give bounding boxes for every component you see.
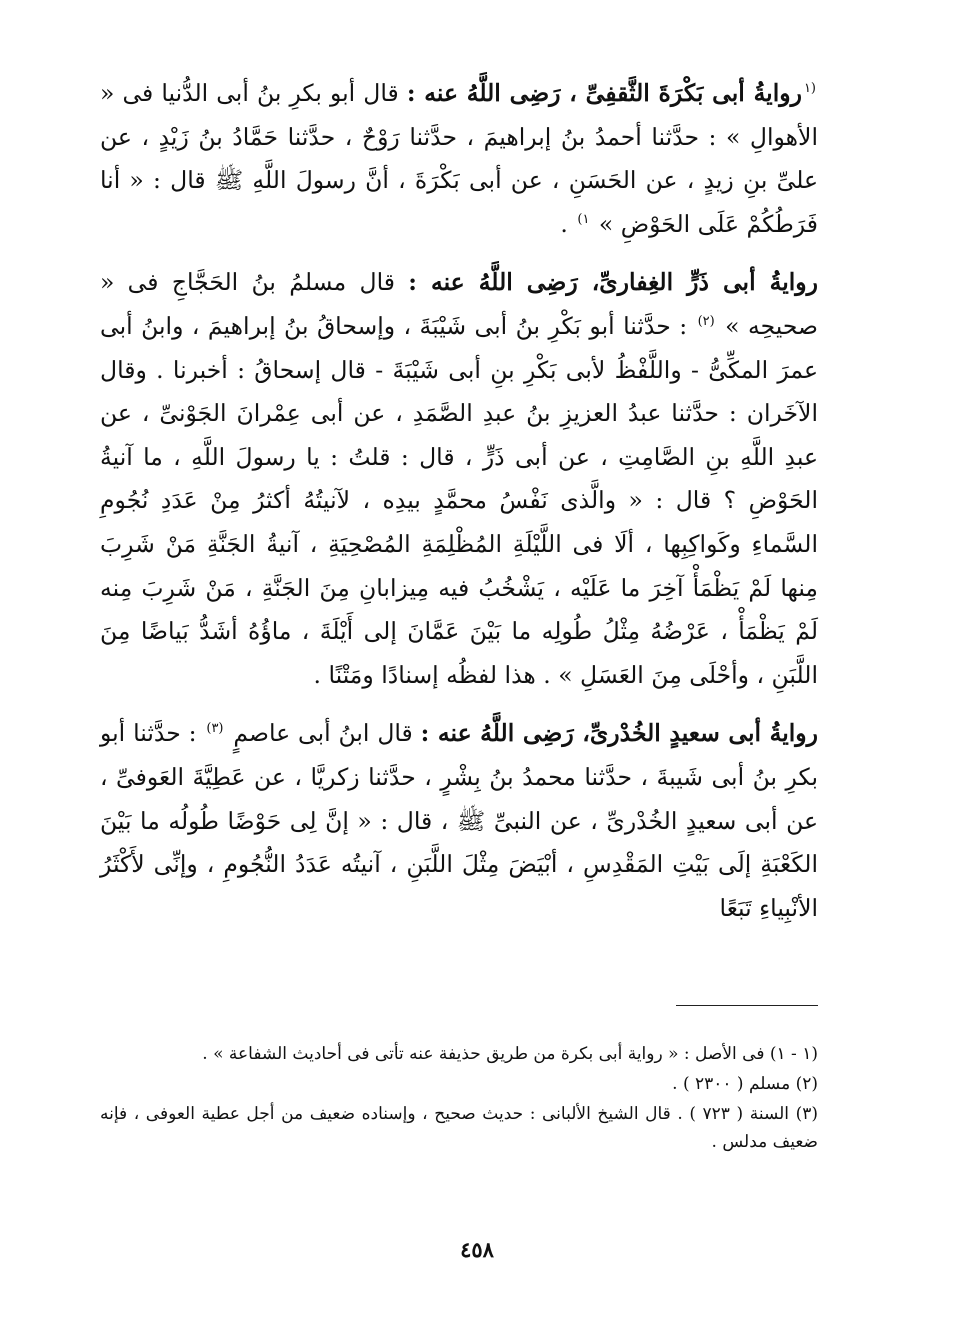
section-heading: روايةُ أبى سعيدٍ الخُدْرىِّ، رَضِى اللَّهُ عنه : xyxy=(420,719,818,748)
footnote-marker: (١ xyxy=(803,81,816,97)
section-heading: روايةُ أبى بَكْرَةَ الثَّقفِىِّ ، رَضِى اللَّهُ عنه : xyxy=(406,79,802,107)
footnote: (٢) مسلم ( ٢٣٠٠ ) . xyxy=(672,1074,818,1094)
main-text xyxy=(100,72,818,945)
paragraph-abu-dharr xyxy=(100,261,818,697)
paragraph-text: : حدَّثنا أبو بَكْرِ بنُ أبى شَيْبَةَ ، وإسحاقُ بنُ إبراهيمَ ، وابنُ أبى عمرَ المكِّىُّ - واللَّفْظُ لأبى بَكْرِ بنِ أبى شَيْبَةَ - قال إسحاقُ : أخبرنا . وقال الآخَران : حدَّثنا عبدُ العزيزِ بنُ عبدِ الصَّمَدِ ، عن أبى عِمْرانَ الجَوْنىِّ ، عن عبدِ اللَّهِ بنِ الصَّامِتِ ، عن أبى ذَرٍّ ، قال : قلتُ : يا رسولَ اللَّهِ ، ما آنيةُ الحَوْضِ ؟ قال : « والَّذى نَفْسُ محمَّدٍ بيدِه ، لآنيتُهُ أكثرُ مِنْ عَدَدِ نُجُومِ السَّماءِ وكَواكِبِها ، ألَا فى اللَّيْلَةِ المُظْلِمَةِ المُصْحِيَةِ ، آنيةُ الجَنَّةِ مَنْ شَرِبَ مِنها لَمْ يَظْمَأْ آخِرَ ما عَلَيْه ، يَشْخُبُ فيه مِيزابانِ مِنَ الجَنَّةِ ، مَنْ شَرِبَ مِنه لَمْ يَظْمَأْ ، عَرْضُهُ مِثْلُ طُولِه ما بَيْنَ عَمَّانَ إلى أَيْلَةَ ، ماؤُهُ أشَدُّ بَياضًا مِنَ اللَّبَنِ ، وأحْلَى مِنَ العَسَلِ » . هذا لفظُه إسنادًا ومَتْنًا . xyxy=(100,311,818,689)
paragraph-text: قال ابنُ أبى عاصمٍ xyxy=(225,719,421,748)
paragraph-text: . xyxy=(560,209,576,238)
footnote: (١ - ١) فى الأصل : « رواية أبى بكرة من طريق حذيفة عنه تأتى فى أحاديث الشفاعة » . xyxy=(202,1044,818,1064)
footnote-marker: (٣) xyxy=(206,721,224,737)
footnotes xyxy=(100,1040,818,1158)
paragraph-text: قال أبو بكرِ بنُ أبى الدُّنيا فى « الأهوالِ » : حدَّثنا أحمدُ بنُ إبراهيمَ ، حدَّثنا رَوْحٌ ، حدَّثنا حَمَّادُ بنُ زَيْدٍ ، عن علىِّ بنِ زيدٍ ، عن الحَسَنِ ، عن أبى بَكْرَةَ ، أنَّ رسولَ اللَّهِ ﷺ قال : « أنا فَرَطُكُمْ عَلَى الحَوْضِ » xyxy=(100,79,818,238)
paragraph-abu-said xyxy=(100,712,818,930)
paragraph-text: : حدَّثنا أبو بكرِ بنُ أبى شَيبةَ ، حدَّثنا محمدُ بنُ بِشْرٍ ، حدَّثنا زكريَّا ، عن عَطِيَّةَ العَوفىِّ ، عن أبى سعيدٍ الخُدْرىِّ ، عن النبىِّ ﷺ ، قال : « إنَّ لِى حَوْضًا طُولُه ما بَيْنَ الكَعْبَةِ إلَى بَيْتِ المَقْدِسِ ، أبْيَضَ مِثْلَ اللَّبَنِ ، آنيتُه عَدَدُ النُّجُومِ ، وإنِّى لأَكْثَرُ الأنْبِياءِ تَبَعًا xyxy=(100,719,818,922)
footnote-marker: (٢) xyxy=(697,314,715,330)
paragraph-text: قال مسلمُ بنُ الحَجَّاجِ فى « صحيحِه » xyxy=(100,268,818,340)
page-number: ٤٥٨ xyxy=(460,1237,494,1262)
footnote: (٣) السنة ( ٧٢٣ ) . قال الشيخ الألبانى : حديث صحيح ، وإسناده ضعيف من أجل عطية العوفى ، فإنه ضعيف مدلس . xyxy=(100,1104,818,1152)
footnote-separator xyxy=(676,1005,818,1006)
section-heading: روايةُ أبى ذَرٍّ الغِفارىِّ، رَضِى اللَّهُ عنه : xyxy=(408,268,818,297)
paragraph-abu-bakrah xyxy=(100,72,818,246)
footnote-marker: ١) xyxy=(577,211,590,227)
